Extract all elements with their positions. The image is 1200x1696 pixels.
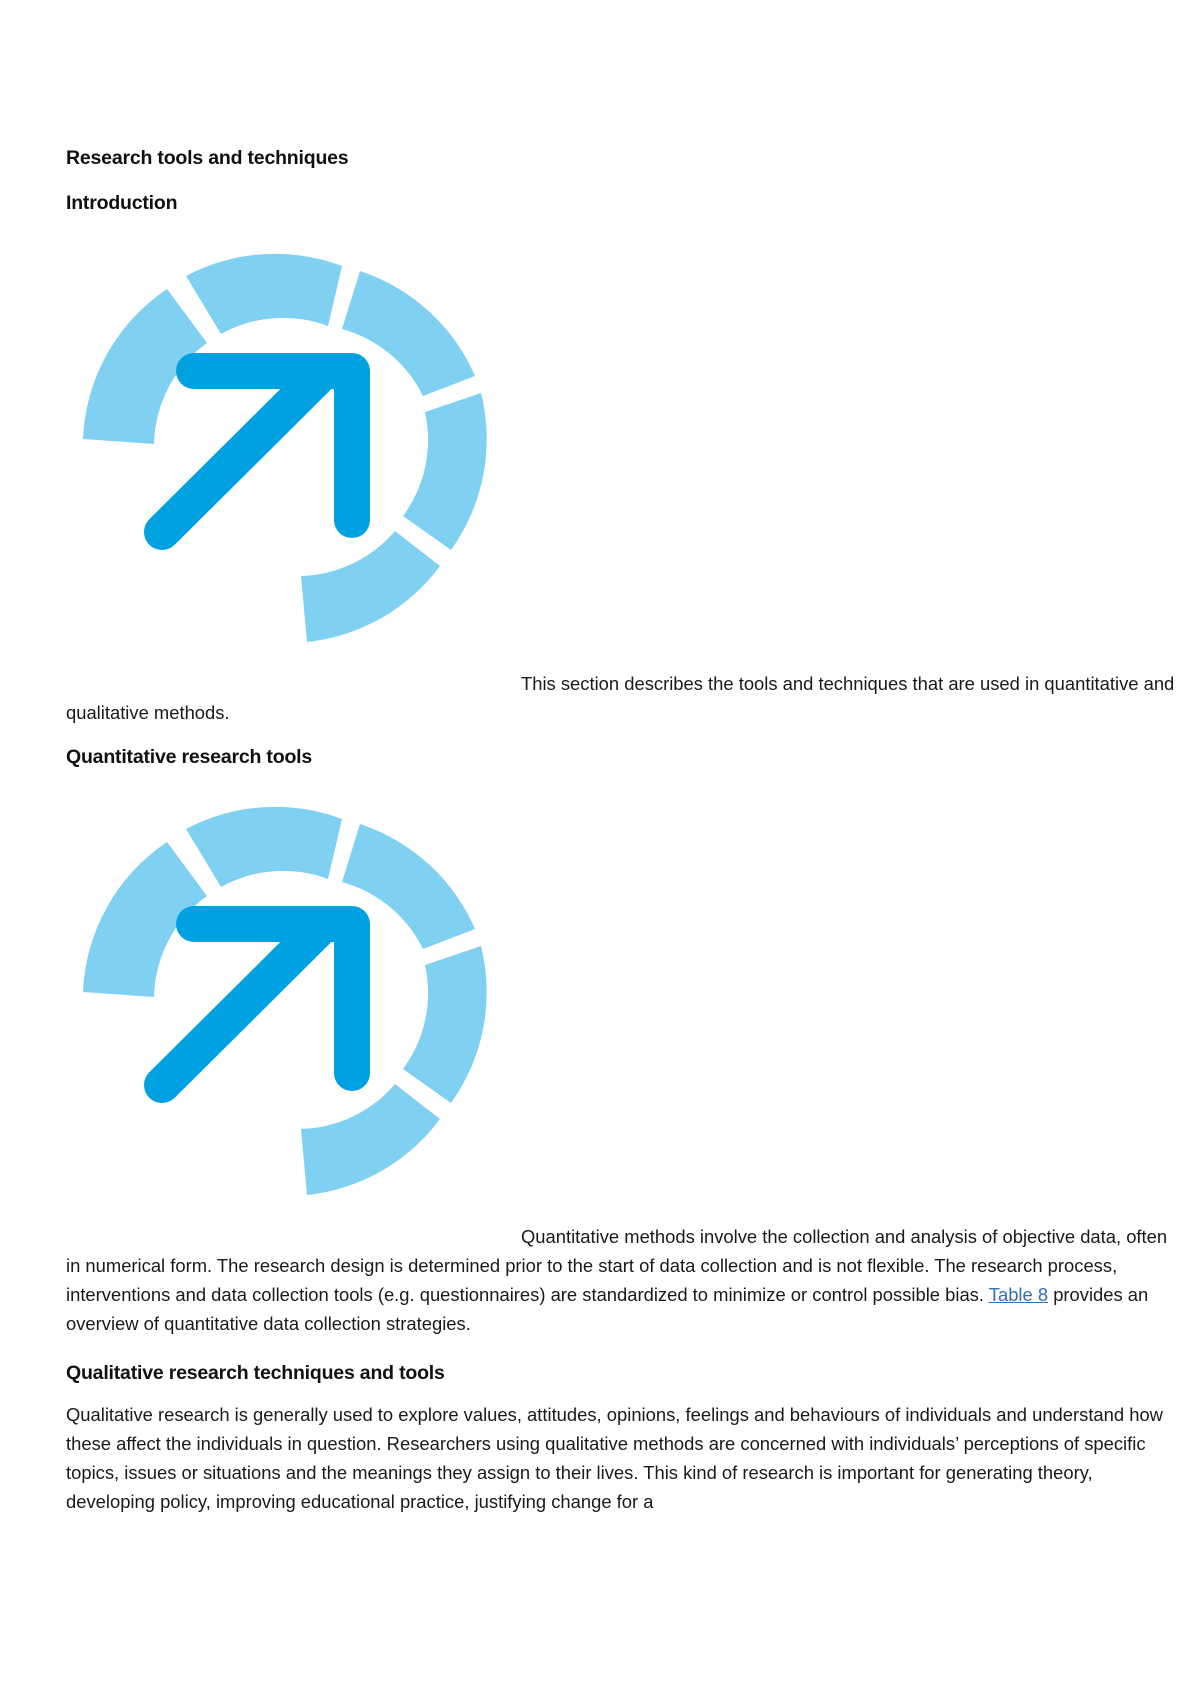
quantitative-text: Quantitative methods involve the collection and analysis of objective data, often in numerical form. The research design is determined prior to the start of data collection and is not flexible. The research process, interventions and data collection tools (e.g. questionnaires) are standardized to minimize or control possible bias. [66,1226,1168,1305]
table-8-link[interactable]: Table 8 [988,1284,1049,1305]
quantitative-text-end: provides an overview of quantitative data collection strategies. [66,1284,1149,1334]
introduction-heading: Introduction [66,192,178,214]
circular-arrow-icon [76,789,512,1225]
introduction-paragraph [66,669,1186,727]
quantitative-paragraph [66,1222,1186,1338]
introduction-text: This section describes the tools and techniques that are used in quantitative and qualitative methods. [66,673,1175,723]
quantitative-heading: Quantitative research tools [66,746,313,768]
document-title: Research tools and techniques [66,147,349,169]
circular-arrow-icon [76,236,512,672]
qualitative-heading: Qualitative research techniques and tools [66,1362,445,1384]
qualitative-paragraph: Qualitative research is generally used to explore values, attitudes, opinions, feelings and behaviours of individuals and understand how these affect the individuals in question. Researchers using qualitative methods are concerned with individuals’ perceptions of specific topics, issues or situations and the meanings they assign to their lives. This kind of research is important for generating theory, developing policy, improving educational practice, justifying change for a [66,1404,1163,1512]
